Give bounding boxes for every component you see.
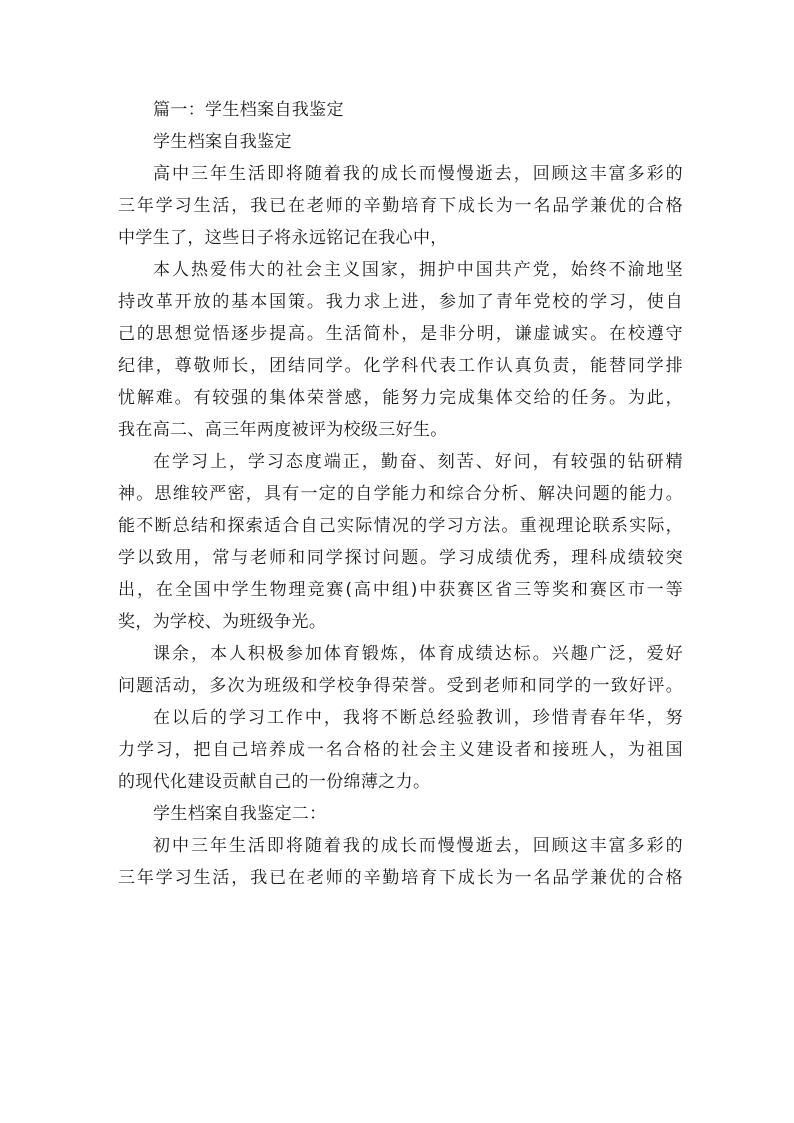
paragraph-line: 中学生了，这些日子将永远铭记在我心中， [118, 228, 448, 248]
paragraph-line: 己的思想觉悟逐步提高。生活简朴，是非分明，谦虚诚实。在校遵守 [118, 324, 683, 344]
paragraph-line: 在以后的学习工作中，我将不断总经验教训，珍惜青春年华，努 [153, 708, 683, 728]
paragraph-line: 奖，为学校、为班级争光。 [118, 612, 327, 632]
paragraph-line: 的现代化建设贡献自己的一份绵薄之力。 [118, 772, 431, 792]
paragraph-6 [118, 830, 683, 894]
paragraph-line: 纪律，尊敬师长，团结同学。化学科代表工作认真负责，能替同学排 [118, 356, 683, 376]
paragraph-line: 初中三年生活即将随着我的成长而慢慢逝去，回顾这丰富多彩的 [153, 836, 683, 856]
paragraph-line: 力学习，把自己培养成一名合格的社会主义建设者和接班人，为祖国 [118, 740, 683, 760]
paragraph-line: 三年学习生活，我已在老师的辛勤培育下成长为一名品学兼优的合格 [118, 196, 683, 216]
section-2-title: 学生档案自我鉴定二： [153, 804, 327, 824]
paragraph-line: 课余，本人积极参加体育锻炼，体育成绩达标。兴趣广泛，爱好 [153, 644, 683, 664]
paragraph-line: 学以致用，常与老师和同学探讨问题。学习成绩优秀，理科成绩较突 [118, 548, 683, 568]
document-body [118, 94, 683, 894]
paragraph-4 [118, 638, 683, 702]
paragraph-2 [118, 254, 683, 446]
paragraph-line: 神。思维较严密，具有一定的自学能力和综合分析、解决问题的能力。 [118, 484, 683, 504]
paragraph-5 [118, 702, 683, 798]
document-subtitle: 学生档案自我鉴定 [153, 132, 292, 152]
paragraph-line: 能不断总结和探索适合自己实际情况的学习方法。重视理论联系实际， [118, 516, 683, 536]
paragraph-line: 问题活动，多次为班级和学校争得荣誉。受到老师和同学的一致好评。 [118, 676, 683, 696]
paragraph-line: 三年学习生活，我已在老师的辛勤培育下成长为一名品学兼优的合格 [118, 868, 683, 888]
paragraph-line: 持改革开放的基本国策。我力求上进，参加了青年党校的学习，使自 [118, 292, 683, 312]
paragraph-1 [118, 158, 683, 254]
document-heading: 篇一：学生档案自我鉴定 [153, 100, 344, 120]
paragraph-line: 本人热爱伟大的社会主义国家，拥护中国共产党，始终不渝地坚 [153, 260, 683, 280]
paragraph-line: 在学习上，学习态度端正，勤奋、刻苦、好问，有较强的钻研精 [153, 452, 683, 472]
paragraph-line: 忧解难。有较强的集体荣誉感，能努力完成集体交给的任务。为此， [118, 388, 683, 408]
paragraph-line: 高中三年生活即将随着我的成长而慢慢逝去，回顾这丰富多彩的 [153, 164, 683, 184]
paragraph-line: 我在高二、高三年两度被评为校级三好生。 [118, 420, 448, 440]
paragraph-line: 出，在全国中学生物理竞赛(高中组)中获赛区省三等奖和赛区市一等 [118, 580, 683, 600]
paragraph-3 [118, 446, 683, 638]
